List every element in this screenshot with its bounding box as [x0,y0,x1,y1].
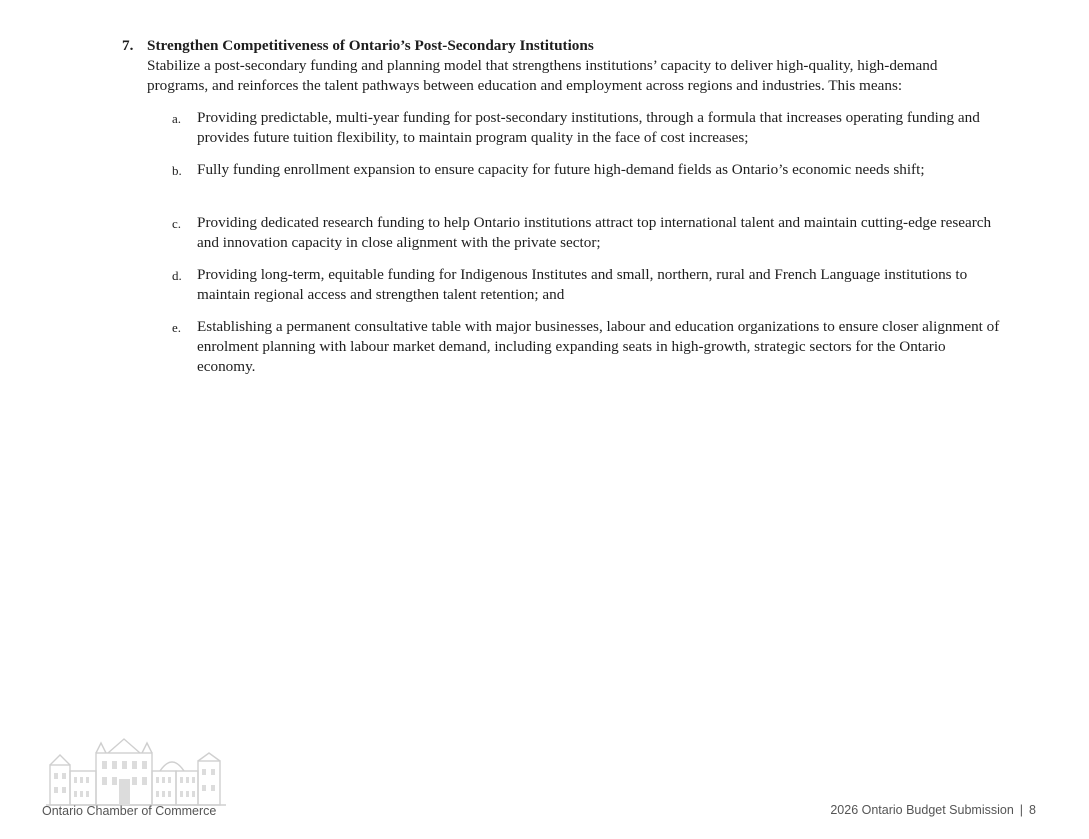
item-text: Fully funding enrollment expansion to ensure capacity for future high-demand fields as Ontario’s economic needs shift; [197,161,925,178]
section-heading [122,36,1002,56]
list-item [172,317,1002,377]
document-title: 2026 Ontario Budget Submission [830,803,1014,817]
legislative-building-logo-icon [46,735,226,807]
list-item [172,160,1002,181]
list-item [172,265,1002,305]
item-text: Establishing a permanent consultative table with major businesses, labour and education organizations to ensure closer alignment of enrolment planning with labour market demand, including expanding seats in high-growth, strategic sectors for the Ontario economy. [197,318,1000,375]
page-footer-info [830,803,1036,817]
list-item [172,213,1002,253]
section-title: Strengthen Competitiveness of Ontario’s Post-Secondary Institutions [147,37,594,54]
item-letter: e. [172,320,182,335]
section-intro: Stabilize a post-secondary funding and planning model that strengthens institutions’ capacity to deliver high-quality, high-demand programs, and reinforces the talent pathways between education and employment across regions and industries. This means: [147,57,938,94]
list-item [172,108,1002,148]
organization-name: Ontario Chamber of Commerce [42,804,217,818]
footer-separator: | [1019,803,1024,817]
item-letter: a. [172,111,182,126]
item-letter: c. [172,216,182,231]
item-letter: d. [172,268,182,283]
section-number: 7. [122,37,134,54]
recommendation-list [172,108,1002,377]
page-number: 8 [1029,803,1036,817]
item-text: Providing dedicated research funding to help Ontario institutions attract top international talent and maintain cutting-edge research and innovation capacity in close alignment with the private sector; [197,214,992,251]
item-letter: b. [172,163,182,178]
recommendation-section [122,36,1002,377]
item-text: Providing predictable, multi-year funding for post-secondary institutions, through a formula that increases operating funding and provides future tuition flexibility, to maintain program quality in the face of cost increases; [197,109,980,146]
item-text: Providing long-term, equitable funding for Indigenous Institutes and small, northern, rural and French Language institutions to maintain regional access and strengthen talent retention; and [197,266,968,303]
